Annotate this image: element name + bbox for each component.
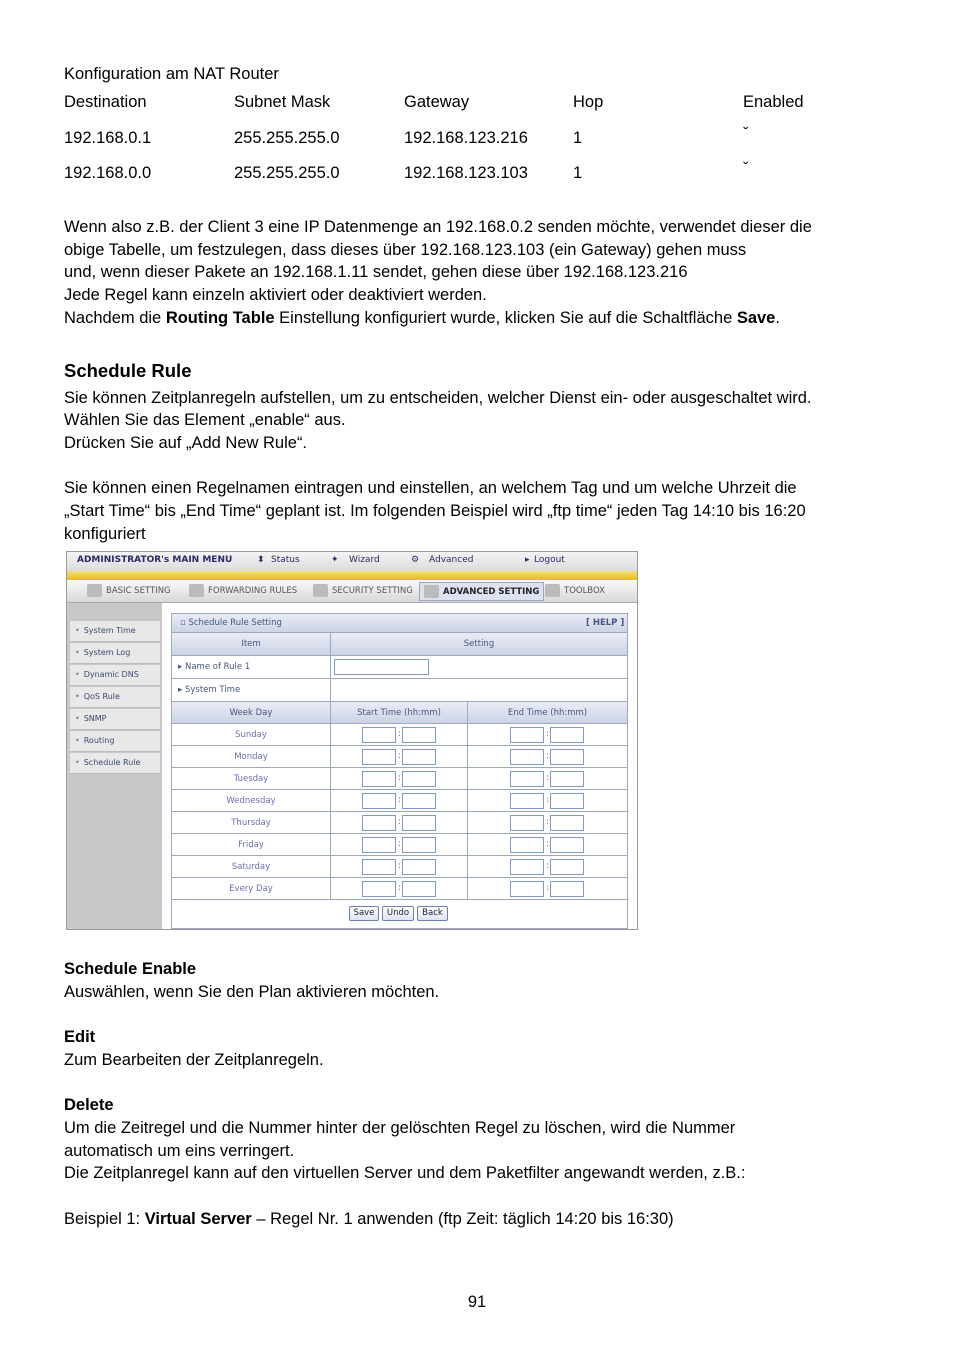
end-hour-input[interactable] [510,881,544,897]
colon-separator: : [398,883,402,893]
schedule-rule-panel [171,613,628,929]
wizard-icon: ✦ [331,555,339,565]
colon-separator: : [546,751,550,761]
weekday-row [172,790,627,812]
section-heading-schedule-rule: Schedule Rule [64,360,192,381]
sidebar-item-routing[interactable]: • Routing [70,731,160,752]
weekday-row [172,834,627,856]
panel-title-bar [172,614,627,633]
advanced-icon: ⚙ [411,555,420,565]
text-line: Die Zeitplanregel kann auf den virtuellen Server und dem Paketfilter angewandt werden, z.B.: [64,1164,746,1182]
start-hour-input[interactable] [362,815,396,831]
col-header-enabled: Enabled [743,93,804,111]
logout-icon: ▸ [525,555,530,565]
rule-name-row [172,656,627,679]
system-time-row [172,679,627,702]
col-start-time: Start Time (hh:mm) [331,702,468,723]
text-line: Zum Bearbeiten der Zeitplanregeln. [64,1051,324,1069]
end-hour-input[interactable] [510,815,544,831]
text-line: Auswählen, wenn Sie den Plan aktivieren möchten. [64,983,440,1001]
start-hour-input[interactable] [362,793,396,809]
cell-enabled: ˇ [743,160,749,178]
colon-separator: : [398,817,402,827]
advanced-setting-icon [424,585,439,598]
weekday-label: Tuesday [172,768,331,789]
weekday-header-row [172,702,627,724]
toolbox-icon [545,584,560,597]
start-hour-input[interactable] [362,859,396,875]
sidebar-item-snmp[interactable]: • SNMP [70,709,160,730]
accent-band [67,571,637,580]
undo-button[interactable]: Undo [382,906,414,921]
weekday-row [172,856,627,878]
start-minute-input[interactable] [402,727,436,743]
end-minute-input[interactable] [550,771,584,787]
section-title-schedule-enable: Schedule Enable [64,960,197,978]
weekday-row [172,812,627,834]
colon-separator: : [398,839,402,849]
help-link[interactable]: [ HELP ] [586,618,625,628]
start-minute-input[interactable] [402,793,436,809]
text-line: Sie können einen Regelnamen eintragen und einstellen, an welchem Tag und um welche Uhrzeit die [64,479,797,497]
router-sidebar [67,603,162,929]
start-hour-input[interactable] [362,771,396,787]
colon-separator: : [398,751,402,761]
colon-separator: : [398,795,402,805]
cell-gateway: 192.168.123.103 [404,164,528,182]
text-line: konfiguriert [64,525,146,543]
menu-status[interactable]: Status [271,555,300,565]
router-screenshot [66,551,638,930]
panel-title: ▫ Schedule Rule Setting [180,618,282,628]
end-hour-input[interactable] [510,793,544,809]
col-weekday: Week Day [172,702,331,723]
end-minute-input[interactable] [550,837,584,853]
cell-enabled: ˇ [743,125,749,143]
text-line: obige Tabelle, um festzulegen, dass dieses über 192.168.123.103 (ein Gateway) gehen muss [64,241,747,259]
colon-separator: : [398,729,402,739]
end-minute-input[interactable] [550,749,584,765]
menu-main[interactable]: ADMINISTRATOR's MAIN MENU [77,555,233,565]
cell-subnet: 255.255.255.0 [234,164,340,182]
text-line: Wenn also z.B. der Client 3 eine IP Datenmenge an 192.168.0.2 senden möchte, verwendet dieser die [64,218,812,236]
start-hour-input[interactable] [362,881,396,897]
end-minute-input[interactable] [550,881,584,897]
colon-separator: : [398,773,402,783]
weekday-label: Wednesday [172,790,331,811]
forward-icon [189,584,204,597]
save-button[interactable]: Save [349,906,379,921]
colon-separator: : [546,839,550,849]
colon-separator: : [546,861,550,871]
colon-separator: : [546,729,550,739]
text-line: automatisch um eins verringert. [64,1142,295,1160]
router-top-menu [67,552,637,571]
cell-gateway: 192.168.123.216 [404,129,528,147]
col-end-time: End Time (hh:mm) [507,707,588,718]
text-line: und, wenn dieser Pakete an 192.168.1.11 sendet, gehen diese über 192.168.123.216 [64,263,688,281]
colon-separator: : [398,861,402,871]
start-hour-input[interactable] [362,749,396,765]
end-hour-input[interactable] [510,837,544,853]
intro-text: Konfiguration am NAT Router [64,65,279,83]
weekday-label: Monday [172,746,331,767]
weekday-label: Every Day [172,878,331,899]
col-header-subnet: Subnet Mask [234,93,331,111]
end-hour-input[interactable] [510,727,544,743]
weekday-row [172,746,627,768]
weekday-label: Friday [172,834,331,855]
sidebar-item-system-log[interactable]: • System Log [70,643,160,664]
end-minute-input[interactable] [550,727,584,743]
cell-hop: 1 [573,129,583,147]
router-tab-bar [67,580,637,603]
end-minute-input[interactable] [550,815,584,831]
text-line: Nachdem die Routing Table Einstellung konfiguriert wurde, klicken Sie auf die Schaltfläche Save. [64,309,780,327]
rule-name-input[interactable] [334,659,429,675]
text-line: Sie können Zeitplanregeln aufstellen, um zu entscheiden, welcher Dienst ein- oder ausgeschaltet wird. [64,389,812,407]
col-header-gateway: Gateway [404,93,470,111]
header-row [172,633,627,656]
sidebar-item-qos-rule[interactable]: • QoS Rule [70,687,160,708]
cell-subnet: 255.255.255.0 [234,129,340,147]
sidebar-item-system-time[interactable]: • System Time [70,621,160,642]
weekday-row [172,878,627,900]
cell-destination: 192.168.0.1 [64,129,152,147]
back-button[interactable]: Back [417,906,448,921]
weekday-row [172,724,627,746]
sidebar-item-schedule-rule[interactable]: • Schedule Rule [70,753,160,774]
end-hour-input[interactable] [510,749,544,765]
weekday-label: Thursday [172,812,331,833]
start-minute-input[interactable] [402,837,436,853]
end-minute-input[interactable] [550,859,584,875]
folder-icon [87,584,102,597]
start-minute-input[interactable] [402,749,436,765]
start-minute-input[interactable] [402,881,436,897]
text-line: Drücken Sie auf „Add New Rule“. [64,434,308,452]
col-item: Item [172,633,331,655]
menu-advanced[interactable]: Advanced [429,555,474,565]
weekday-label: Saturday [172,856,331,877]
col-header-hop: Hop [573,93,604,111]
section-title-edit: Edit [64,1028,96,1046]
text-line: Jede Regel kann einzeln aktiviert oder deaktiviert werden. [64,286,487,304]
colon-separator: : [546,773,550,783]
col-header-destination: Destination [64,93,147,111]
start-minute-input[interactable] [402,815,436,831]
end-hour-input[interactable] [510,859,544,875]
colon-separator: : [546,795,550,805]
col-setting: Setting [463,639,495,649]
start-minute-input[interactable] [402,771,436,787]
cell-hop: 1 [573,164,583,182]
security-icon [313,584,328,597]
menu-wizard[interactable]: Wizard [349,555,380,565]
example-line: Beispiel 1: Virtual Server – Regel Nr. 1 anwenden (ftp Zeit: täglich 14:20 bis 16:30) [64,1210,674,1228]
tab-security-setting[interactable]: SECURITY SETTING [313,582,413,599]
tab-forwarding-rules[interactable]: FORWARDING RULES [189,582,297,599]
status-icon: ⬍ [257,555,265,565]
text-line: „Start Time“ bis „End Time“ geplant ist. Im folgenden Beispiel wird „ftp time“ jeden Tag 14:10 bis 16:20 [64,502,806,520]
system-time-label: ▸ System Time [178,679,331,701]
menu-logout[interactable]: Logout [534,555,565,565]
rule-name-label: ▸ Name of Rule 1 [178,656,331,678]
weekday-label: Sunday [172,724,331,745]
start-minute-input[interactable] [402,859,436,875]
tab-toolbox[interactable]: TOOLBOX [545,582,605,599]
start-hour-input[interactable] [362,837,396,853]
start-hour-input[interactable] [362,727,396,743]
tab-basic-setting[interactable]: BASIC SETTING [87,582,171,599]
colon-separator: : [546,883,550,893]
sidebar-item-dynamic-dns[interactable]: • Dynamic DNS [70,665,160,686]
section-title-delete: Delete [64,1096,114,1114]
text-line: Um die Zeitregel und die Nummer hinter der gelöschten Regel zu löschen, wird die Nummer [64,1119,736,1137]
tab-advanced-setting[interactable]: ADVANCED SETTING [419,582,544,601]
text-line: Wählen Sie das Element „enable“ aus. [64,411,346,429]
colon-separator: : [546,817,550,827]
weekday-row [172,768,627,790]
end-hour-input[interactable] [510,771,544,787]
end-minute-input[interactable] [550,793,584,809]
page-number: 91 [467,1293,487,1311]
cell-destination: 192.168.0.0 [64,164,152,182]
